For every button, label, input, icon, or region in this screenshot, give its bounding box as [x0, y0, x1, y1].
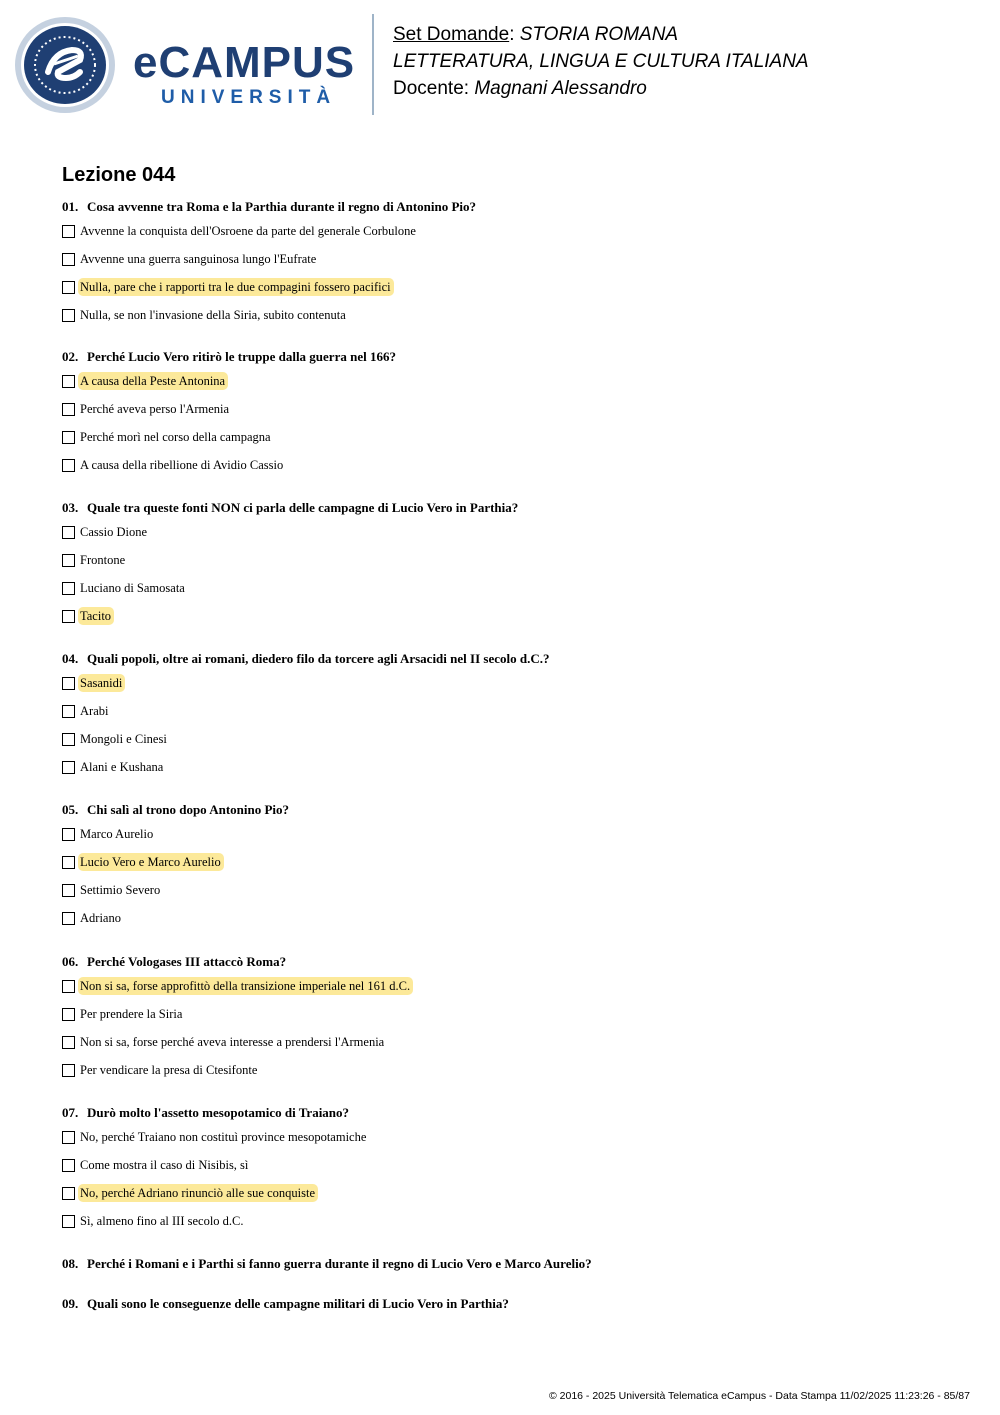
answer-checkbox[interactable] — [62, 980, 75, 993]
page-header — [0, 0, 1000, 125]
answer-option[interactable] — [62, 400, 231, 418]
answer-text: Per prendere la Siria — [80, 1007, 183, 1021]
answer-text: Come mostra il caso di Nisibis, sì — [80, 1158, 249, 1172]
answer-option[interactable] — [62, 607, 114, 625]
answer-option[interactable] — [62, 551, 127, 569]
answer-checkbox[interactable] — [62, 761, 75, 774]
answer-option[interactable] — [62, 1184, 318, 1202]
question-number: 03. — [62, 500, 79, 515]
set-label: Set Domande — [393, 24, 510, 45]
answer-text: Nulla, se non l'invasione della Siria, subito contenuta — [80, 308, 346, 322]
question-text: Quali sono le conseguenze delle campagne militari di Lucio Vero in Parthia? — [87, 1296, 509, 1311]
question-8 — [62, 1255, 592, 1273]
question-text: Cosa avvenne tra Roma e la Parthia durante il regno di Antonino Pio? — [87, 199, 477, 214]
answer-checkbox[interactable] — [62, 1215, 75, 1228]
answer-option[interactable] — [62, 881, 162, 899]
answer-option[interactable] — [62, 1212, 246, 1230]
question-2 — [62, 348, 396, 366]
question-number: 07. — [62, 1105, 79, 1120]
answer-checkbox[interactable] — [62, 309, 75, 322]
answer-text: Avvenne la conquista dell'Osroene da parte del generale Corbulone — [80, 224, 416, 238]
answer-text: Non si sa, forse perché aveva interesse a prendersi l'Armenia — [80, 1035, 385, 1049]
answer-checkbox[interactable] — [62, 1131, 75, 1144]
answer-option[interactable] — [62, 730, 169, 748]
answer-option[interactable] — [62, 674, 125, 692]
answer-option[interactable] — [62, 758, 165, 776]
question-number: 05. — [62, 802, 79, 817]
answer-text: Alani e Kushana — [80, 760, 164, 774]
question-1 — [62, 198, 476, 216]
teacher-name: Magnani Alessandro — [474, 78, 647, 99]
question-text: Perché Vologases III attaccò Roma? — [87, 954, 287, 969]
question-number: 08. — [62, 1256, 79, 1271]
answer-option[interactable] — [62, 1033, 386, 1051]
question-3 — [62, 499, 518, 517]
set-line — [393, 21, 809, 48]
answer-checkbox[interactable] — [62, 554, 75, 567]
answer-text: Arabi — [80, 704, 109, 718]
lesson-title: Lezione 044 — [62, 164, 176, 186]
answer-checkbox[interactable] — [62, 1187, 75, 1200]
question-text: Quali popoli, oltre ai romani, diedero filo da torcere agli Arsacidi nel II secolo d.C.? — [87, 651, 550, 666]
question-number: 02. — [62, 349, 79, 364]
answer-option[interactable] — [62, 372, 228, 390]
answer-text-highlighted: Sasanidi — [78, 674, 125, 692]
question-text: Quale tra queste fonti NON ci parla delle campagne di Lucio Vero in Parthia? — [87, 500, 519, 515]
answer-checkbox[interactable] — [62, 912, 75, 925]
answer-text-highlighted: Non si sa, forse approfittò della transizione imperiale nel 161 d.C. — [78, 977, 413, 995]
answer-option[interactable] — [62, 1156, 250, 1174]
question-text: Durò molto l'assetto mesopotamico di Traiano? — [87, 1105, 350, 1120]
header-divider — [372, 14, 374, 115]
answer-checkbox[interactable] — [62, 856, 75, 869]
answer-option[interactable] — [62, 1061, 259, 1079]
answer-text: Marco Aurelio — [80, 827, 154, 841]
answer-checkbox[interactable] — [62, 1159, 75, 1172]
answer-checkbox[interactable] — [62, 610, 75, 623]
answer-checkbox[interactable] — [62, 526, 75, 539]
answer-text: A causa della ribellione di Avidio Cassio — [80, 458, 284, 472]
answer-checkbox[interactable] — [62, 1036, 75, 1049]
answer-option[interactable] — [62, 977, 413, 995]
answer-option[interactable] — [62, 523, 149, 541]
ecampus-seal-icon — [14, 16, 116, 114]
answer-checkbox[interactable] — [62, 677, 75, 690]
answer-checkbox[interactable] — [62, 705, 75, 718]
course-name: STORIA ROMANA — [519, 24, 679, 45]
answer-checkbox[interactable] — [62, 1008, 75, 1021]
answer-text: Perché morì nel corso della campagna — [80, 430, 271, 444]
answer-text: Per vendicare la presa di Ctesifonte — [80, 1063, 258, 1077]
answer-text-highlighted: Tacito — [78, 607, 114, 625]
logo-wordmark: eCAMPUS — [133, 38, 356, 87]
answer-checkbox[interactable] — [62, 733, 75, 746]
answer-option[interactable] — [62, 278, 394, 296]
teacher-label: Docente: — [393, 78, 475, 99]
answer-option[interactable] — [62, 222, 418, 240]
answer-text: Adriano — [80, 911, 121, 925]
question-9 — [62, 1295, 509, 1313]
answer-checkbox[interactable] — [62, 828, 75, 841]
answer-option[interactable] — [62, 853, 224, 871]
answer-text: Luciano di Samosata — [80, 581, 185, 595]
answer-text-highlighted: Nulla, pare che i rapporti tra le due compagini fossero pacifici — [78, 278, 394, 296]
answer-checkbox[interactable] — [62, 884, 75, 897]
answer-text: Avvenne una guerra sanguinosa lungo l'Eufrate — [80, 252, 317, 266]
answer-text-highlighted: Lucio Vero e Marco Aurelio — [78, 853, 224, 871]
answer-checkbox[interactable] — [62, 375, 75, 388]
answer-checkbox[interactable] — [62, 431, 75, 444]
degree-name: LETTERATURA, LINGUA E CULTURA ITALIANA — [393, 51, 809, 72]
answer-checkbox[interactable] — [62, 225, 75, 238]
answer-text-highlighted: No, perché Adriano rinunciò alle sue conquiste — [78, 1184, 318, 1202]
answer-option[interactable] — [62, 1005, 184, 1023]
answer-option[interactable] — [62, 909, 123, 927]
answer-text: No, perché Traiano non costituì province mesopotamiche — [80, 1130, 367, 1144]
answer-option[interactable] — [62, 306, 348, 324]
teacher-line — [393, 75, 809, 102]
answer-text: Frontone — [80, 553, 126, 567]
question-5 — [62, 801, 289, 819]
answer-checkbox[interactable] — [62, 253, 75, 266]
answer-checkbox[interactable] — [62, 582, 75, 595]
answer-option[interactable] — [62, 428, 273, 446]
answer-option[interactable] — [62, 825, 155, 843]
answer-checkbox[interactable] — [62, 459, 75, 472]
answer-text: Settimio Severo — [80, 883, 161, 897]
question-number: 06. — [62, 954, 79, 969]
question-4 — [62, 650, 549, 668]
answer-option[interactable] — [62, 1128, 368, 1146]
answer-checkbox[interactable] — [62, 1064, 75, 1077]
question-7 — [62, 1104, 349, 1122]
question-text: Perché i Romani e i Parthi si fanno guerra durante il regno di Lucio Vero e Marco Aurelio? — [87, 1256, 592, 1271]
answer-text: Mongoli e Cinesi — [80, 732, 167, 746]
answer-option[interactable] — [62, 250, 318, 268]
question-number: 01. — [62, 199, 79, 214]
question-6 — [62, 953, 286, 971]
answer-text: Cassio Dione — [80, 525, 148, 539]
question-number: 04. — [62, 651, 79, 666]
answer-option[interactable] — [62, 456, 285, 474]
question-number: 09. — [62, 1296, 79, 1311]
answer-checkbox[interactable] — [62, 403, 75, 416]
logo-subtitle: UNIVERSITÀ — [161, 87, 337, 108]
header-info — [393, 21, 809, 102]
degree-line — [393, 48, 809, 75]
question-text: Chi salì al trono dopo Antonino Pio? — [87, 802, 290, 817]
answer-text: Perché aveva perso l'Armenia — [80, 402, 230, 416]
question-text: Perché Lucio Vero ritirò le truppe dalla guerra nel 166? — [87, 349, 396, 364]
answer-text: Sì, almeno fino al III secolo d.C. — [80, 1214, 244, 1228]
answer-checkbox[interactable] — [62, 281, 75, 294]
set-separator: : — [509, 24, 520, 45]
page-footer: © 2016 - 2025 Università Telematica eCampus - Data Stampa 11/02/2025 11:23:26 - 85/87 — [549, 1390, 970, 1402]
answer-text-highlighted: A causa della Peste Antonina — [78, 372, 228, 390]
answer-option[interactable] — [62, 702, 110, 720]
answer-option[interactable] — [62, 579, 187, 597]
